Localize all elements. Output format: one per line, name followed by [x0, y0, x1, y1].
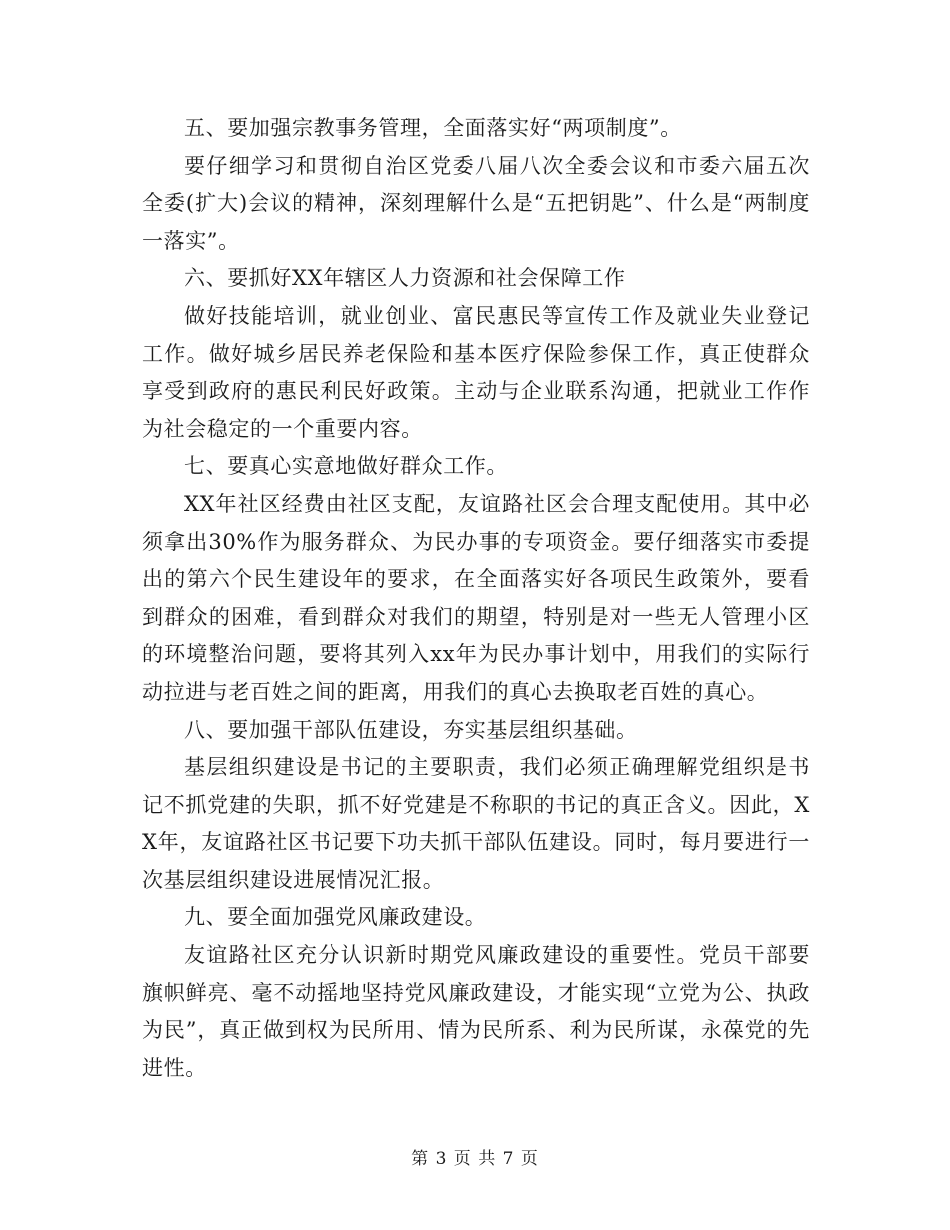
paragraph-organization: 基层组织建设是书记的主要职责，我们必须正确理解党组织是书记不抓党建的失职，抓不好党建是不称职的书记的真正含义。因此，XX年，友谊路社区书记要下功夫抓干部队伍建设。同时，每月要进行一次基层组织建设进展情况汇报。 [142, 755, 810, 892]
section-heading-9: 九、要全面加强党风廉政建设。 [184, 905, 487, 930]
paragraph-employment: 做好技能培训，就业创业、富民惠民等宣传工作及就业失业登记工作。做好城乡居民养老保险和基本医疗保险参保工作，真正使群众享受到政府的惠民利民好政策。主动与企业联系沟通，把就业工作作为社会稳定的一个重要内容。 [142, 303, 810, 441]
section-heading-7: 七、要真心实意地做好群众工作。 [184, 454, 508, 479]
document-body [142, 110, 810, 1087]
section-heading-6: 六、要抓好XX年辖区人力资源和社会保障工作 [184, 266, 626, 291]
paragraph-community-funds: XX年社区经费由社区支配，友谊路社区会合理支配使用。其中必须拿出30%作为服务群众、为民办事的专项资金。要仔细落实市委提出的第六个民生建设年的要求，在全面落实好各项民生政策外，要看到群众的困难，看到群众对我们的期望，特别是对一些无人管理小区的环境整治问题，要将其列入xx年为民办事计划中，用我们的实际行动拉进与老百姓之间的距离，用我们的真心去换取老百姓的真心。 [142, 491, 810, 704]
paragraph-study-spirit: 要仔细学习和贯彻自治区党委八届八次全委会议和市委六届五次全委(扩大)会议的精神，深刻理解什么是“五把钥匙”、什么是“两制度一落实”。 [142, 153, 810, 253]
section-heading-8: 八、要加强干部队伍建设，夯实基层组织基础。 [184, 717, 638, 742]
paragraph-integrity: 友谊路社区充分认识新时期党风廉政建设的重要性。党员干部要旗帜鲜亮、毫不动摇地坚持党风廉政建设，才能实现“立党为公、执政为民”，真正做到权为民所用、情为民所系、利为民所谋，永葆党的先进性。 [142, 943, 810, 1080]
section-heading-5: 五、要加强宗教事务管理，全面落实好“两项制度”。 [184, 116, 682, 140]
page-number-footer: 第 3 页 共 7 页 [411, 1149, 539, 1169]
